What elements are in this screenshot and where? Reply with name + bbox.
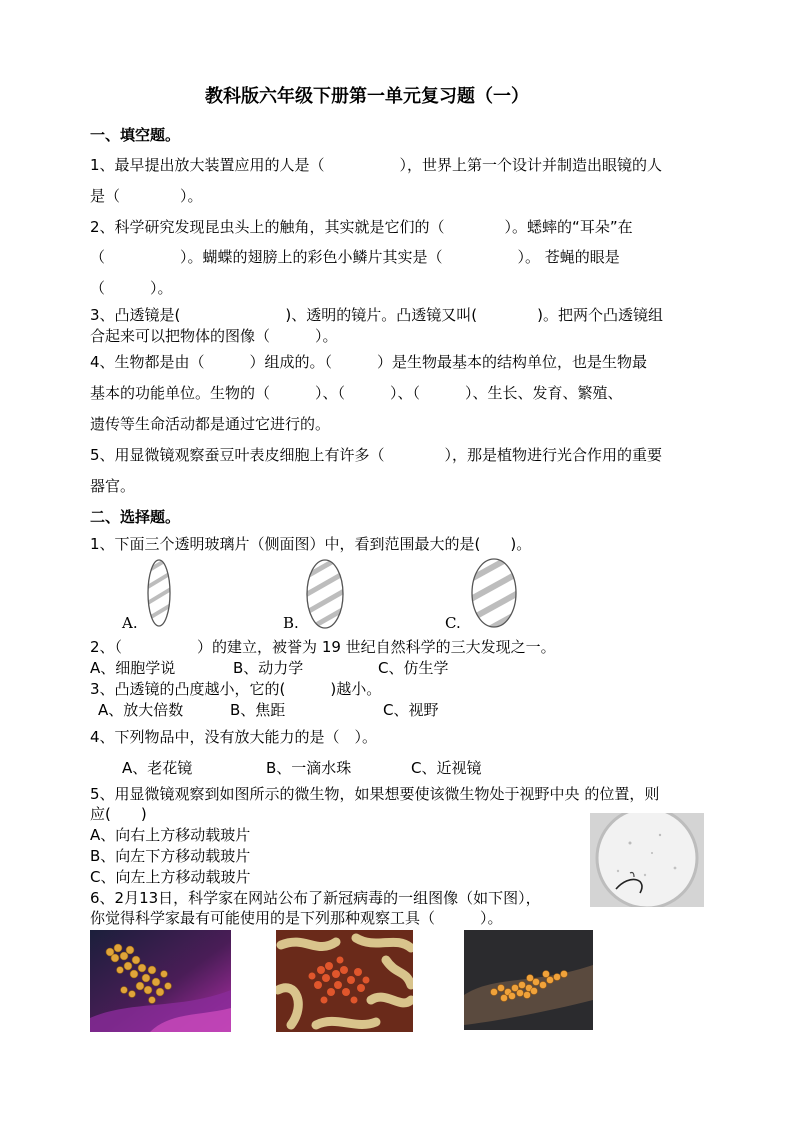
fill-line-12: 器官。: [90, 477, 136, 495]
lens-a-image: [146, 558, 172, 628]
lens-b-label: B.: [283, 614, 299, 632]
q3-option-a: A、放大倍数: [98, 701, 184, 719]
q2-option-c: C、仿生学: [378, 659, 449, 677]
virus-photo-3: [464, 930, 593, 1030]
page-title: 教科版六年级下册第一单元复习题（一）: [205, 86, 529, 107]
question-1: 1、下面三个透明玻璃片（侧面图）中，看到范围最大的是( )。: [90, 535, 532, 553]
fill-line-9: 基本的功能单位。生物的（ ）、（ ）、（ ）、生长、发育、繁殖、: [90, 384, 623, 402]
fill-line-2: 是（ ）。: [90, 187, 203, 205]
fill-line-6: 3、凸透镜是( )、透明的镜片。凸透镜又叫( )。把两个凸透镜组: [90, 306, 663, 324]
q3-option-c: C、视野: [383, 701, 439, 719]
fill-line-1: 1、最早提出放大装置应用的人是（ ），世界上第一个设计并制造出眼镜的人: [90, 156, 663, 174]
virus-photo-1: [90, 930, 231, 1032]
question-4: 4、下列物品中，没有放大能力的是（ ）。: [90, 728, 378, 746]
microscope-view-image: [590, 813, 704, 907]
lens-a-label: A.: [122, 614, 138, 632]
fill-line-11: 5、用显微镜观察蚕豆叶表皮细胞上有许多（ ），那是植物进行光合作用的重要: [90, 446, 663, 464]
q4-option-a: A、老花镜: [122, 759, 193, 777]
section1-heading: 一、填空题。: [90, 126, 181, 144]
virus-photo-2: [276, 930, 413, 1032]
lens-c-image: [470, 557, 518, 629]
q2-option-b: B、动力学: [233, 659, 304, 677]
question-6-line-2: 你觉得科学家最有可能使用的是下列那种观察工具（ ）。: [90, 909, 503, 927]
question-5-line-1: 5、用显微镜观察到如图所示的微生物，如果想要使该微生物处于视野中央 的位置，则: [90, 785, 660, 803]
fill-line-8: 4、生物都是由（ ）组成的。（ ）是生物最基本的结构单位，也是生物最: [90, 353, 648, 371]
q3-option-b: B、焦距: [230, 701, 286, 719]
section2-heading: 二、选择题。: [90, 508, 181, 526]
lens-c-label: C.: [445, 614, 461, 632]
q4-option-c: C、近视镜: [411, 759, 482, 777]
lens-b-image: [305, 558, 345, 630]
question-2: 2、（ ）的建立，被誉为 19 世纪自然科学的三大发现之一。: [90, 638, 556, 656]
question-5-line-2: 应( ): [90, 805, 147, 823]
fill-line-3: 2、科学研究发现昆虫头上的触角，其实就是它们的（ ）。蟋蟀的“耳朵”在: [90, 218, 633, 236]
q5-option-b: B、向左下方移动载玻片: [90, 847, 251, 865]
question-3: 3、凸透镜的凸度越小，它的( )越小。: [90, 680, 382, 698]
fill-line-10: 遗传等生命活动都是通过它进行的。: [90, 415, 331, 433]
fill-line-4: （ ）。蝴蝶的翅膀上的彩色小鳞片其实是（ ）。 苍蝇的眼是: [90, 248, 620, 266]
q5-option-a: A、向右上方移动载玻片: [90, 826, 251, 844]
question-6-line-1: 6、2月13日，科学家在网站公布了新冠病毒的一组图像（如下图），: [90, 889, 541, 907]
q5-option-c: C、向左上方移动载玻片: [90, 868, 251, 886]
q2-option-a: A、细胞学说: [90, 659, 176, 677]
fill-line-7: 合起来可以把物体的图像（ ）。: [90, 327, 338, 345]
q4-option-b: B、一滴水珠: [266, 759, 352, 777]
fill-line-5: （ ）。: [90, 279, 173, 297]
